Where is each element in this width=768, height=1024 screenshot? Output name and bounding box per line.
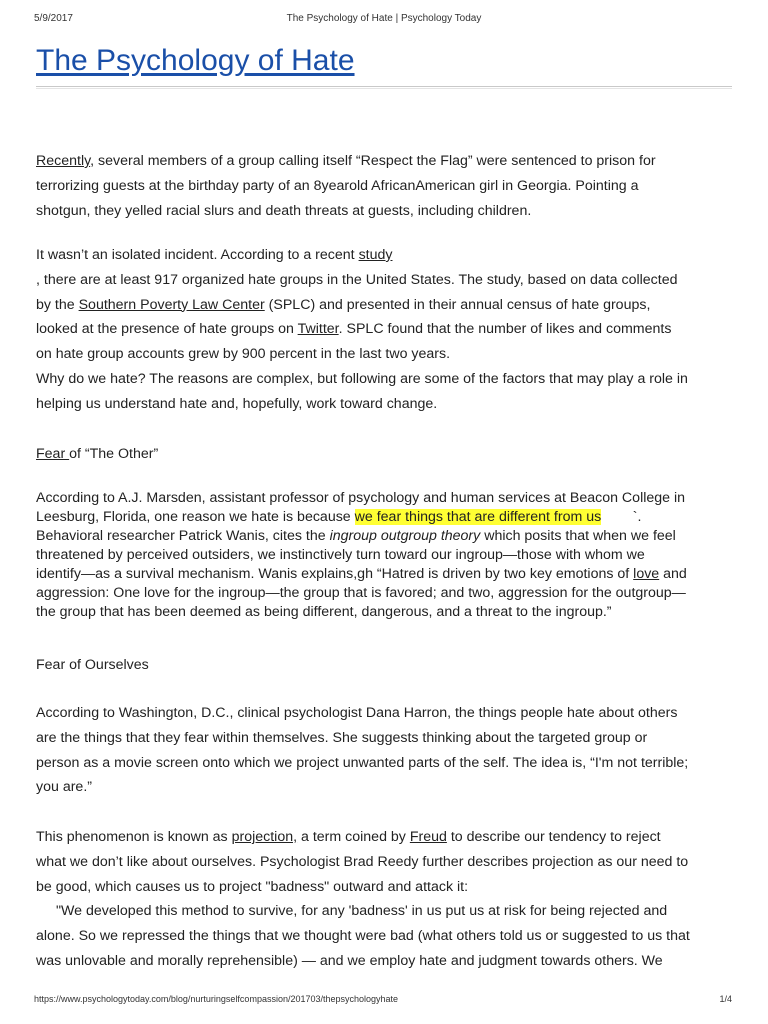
paragraph-harron: According to Washington, D.C., clinical psychologist Dana Harron, the things people hate about others are the things that they fear within themselves. She suggests thinking about the targeted group or person as a movie screen onto which we project unwanted parts of the self. The idea is, “I'm not terrible; you are.” [36,705,689,796]
twitter-link[interactable]: Twitter [297,321,339,338]
title-divider [36,86,732,89]
paragraph-study: It wasn’t an isolated incident. According to a recent study , there are at least 917 organized hate groups in the United States. The study, based on data collected by the Southern Poverty Law Center (SPLC) and presented in their annual census of hate groups, looked at the presence of hate groups on Twitter. SPLC found that the number of likes and comments on hate group accounts grew by 900 percent in the last two years. Why do we hate? The reasons are complex, but following are some of the factors that may play a role in helping us understand hate and, hopefully, work toward change. [36,247,688,412]
splc-link[interactable]: Southern Poverty Law Center [78,296,265,313]
page-url: https://www.psychologytoday.com/blog/nurturingselfcompassion/201703/thepsychologyhate [34,994,399,1004]
highlighted-text: we fear things that are different from us [354,509,602,525]
section-heading-fear-ourselves: Fear of Ourselves [36,657,149,673]
recently-link[interactable]: Recently [36,153,91,169]
section-heading-fear-other: Fear of “The Other” [36,446,159,462]
projection-link[interactable]: projection, [231,829,298,845]
paragraph-projection: This phenomenon is known as projection, a term coined by Freud to describe our tendency to reject what we don’t like about ourselves. Psychologist Brad Reedy further describes projection as our need to be good, which causes us to project "badness" outward and attack it: "We developed this method to survive, for any 'badness' in us put us at risk for being rejected and alone. So we repressed the things that we thought were bad (what others told us or suggested to us that was unlovable and morally reprehensible) — and we employ hate and judgment towards others. We [36,829,690,969]
fear-link[interactable]: Fear [36,446,70,462]
study-link-comma[interactable]: , [36,271,40,288]
page-number: 1/4 [719,994,732,1004]
love-link[interactable]: love [633,566,660,582]
print-footer [0,994,768,1008]
print-doc-title: The Psychology of Hate | Psychology Today [286,13,482,24]
page-title[interactable]: The Psychology of Hate [36,44,355,77]
print-date: 5/9/2017 [34,13,73,24]
paragraph-intro: Recently, several members of a group calling itself “Respect the Flag” were sentenced to prison for terrorizing guests at the birthday party of an 8yearold AfricanAmerican girl in Georgia. Pointing a shotgun, they yelled racial slurs and death threats at guests, including children. [36,153,656,219]
study-link[interactable]: study [358,247,393,263]
paragraph-marsden: According to A.J. Marsden, assistant professor of psychology and human services at Beacon College in Leesburg, Florida, one reason we hate is because we fear things that are different from us `. Behavioral researcher Patrick Wanis, cites the ingroup outgroup theory which posits that when we feel threatened by perceived outsiders, we instinctively turn toward our ingroup—those with whom we identify—as a survival mechanism. Wanis explains,gh “Hatred is driven by two key emotions of love and aggression: One love for the ingroup—the group that is favored; and two, aggression for the outgroup— the group that has been deemed as being different, dangerous, and a threat to the ingroup.” [36,490,687,620]
freud-link[interactable]: Freud [409,829,447,845]
print-header [0,13,768,27]
